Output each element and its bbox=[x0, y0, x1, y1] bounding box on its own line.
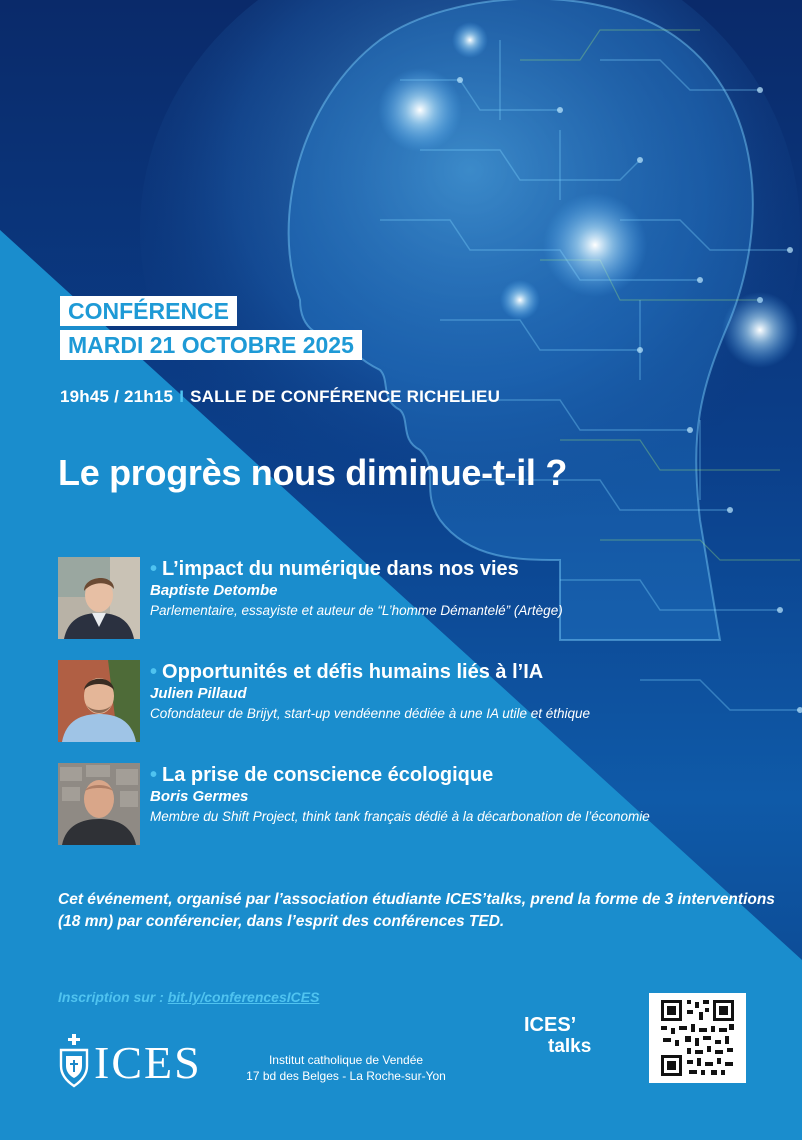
portrait-icon bbox=[58, 557, 140, 639]
speaker-photo-julien-pillaud bbox=[58, 660, 140, 742]
registration-link[interactable]: bit.ly/conferencesICES bbox=[167, 989, 320, 1005]
institution-name: Institut catholique de Vendée bbox=[268, 1053, 424, 1067]
qr-code-icon bbox=[649, 993, 746, 1083]
speaker-text bbox=[150, 763, 790, 827]
registration-qr-code[interactable] bbox=[649, 993, 746, 1083]
registration-line bbox=[58, 989, 319, 1005]
ices-crest-icon bbox=[58, 1032, 90, 1090]
speaker-card bbox=[58, 660, 778, 744]
bullet-icon: • bbox=[150, 661, 158, 683]
speaker-text bbox=[150, 660, 790, 724]
speaker-topic bbox=[150, 763, 790, 787]
talks-logo-line1: ICES’ bbox=[524, 1014, 577, 1036]
ices-logo bbox=[58, 1030, 218, 1092]
speaker-topic-text: L’impact du numérique dans nos vies bbox=[162, 558, 519, 580]
speaker-card bbox=[58, 763, 778, 847]
speaker-photo-boris-germes bbox=[58, 763, 140, 845]
institution-info bbox=[238, 1052, 454, 1084]
event-date-label: MARDI 21 OCTOBRE 2025 bbox=[60, 330, 362, 360]
speaker-topic-text: Opportunités et défis humains liés à l’IA bbox=[162, 661, 544, 683]
speaker-name: Boris Germes bbox=[150, 788, 249, 805]
institution-address: 17 bd des Belges - La Roche-sur-Yon bbox=[246, 1069, 446, 1083]
bullet-icon: • bbox=[150, 558, 158, 580]
event-type-label: CONFÉRENCE bbox=[60, 296, 237, 326]
event-time-range: 19h45 / 21h15 bbox=[60, 387, 174, 406]
event-time-venue bbox=[60, 387, 500, 407]
speaker-card bbox=[58, 557, 778, 641]
separator: I bbox=[179, 387, 185, 406]
portrait-icon bbox=[58, 660, 140, 742]
event-venue: SALLE DE CONFÉRENCE RICHELIEU bbox=[190, 387, 501, 406]
talks-logo-line2: talks bbox=[548, 1036, 592, 1057]
bullet-icon: • bbox=[150, 764, 158, 786]
speaker-description: Membre du Shift Project, think tank français dédié à la décarbonation de l’économie bbox=[150, 809, 650, 824]
speaker-description: Parlementaire, essayiste et auteur de “L’homme Démantelé” (Artège) bbox=[150, 603, 563, 618]
ices-wordmark: ICES bbox=[94, 1037, 202, 1088]
speaker-text bbox=[150, 557, 790, 621]
speaker-name: Julien Pillaud bbox=[150, 685, 247, 702]
ices-talks-logo bbox=[520, 1014, 620, 1066]
speaker-name: Baptiste Detombe bbox=[150, 582, 278, 599]
speaker-topic-text: La prise de conscience écologique bbox=[162, 764, 494, 786]
portrait-icon bbox=[58, 763, 140, 845]
registration-label: Inscription sur : bbox=[58, 989, 168, 1005]
speaker-topic bbox=[150, 557, 790, 581]
speaker-description: Cofondateur de Brijyt, start-up vendéenne dédiée à une IA utile et éthique bbox=[150, 706, 591, 721]
event-headline: Le progrès nous diminue-t-il ? bbox=[58, 452, 568, 493]
speaker-photo-baptiste-detombe bbox=[58, 557, 140, 639]
event-about-text: Cet événement, organisé par l’association étudiante ICES’talks, prend la forme de 3 interventions (18 mn) par conférencier, dans l’esprit des conférences TED. bbox=[58, 891, 775, 930]
speaker-topic bbox=[150, 660, 790, 684]
